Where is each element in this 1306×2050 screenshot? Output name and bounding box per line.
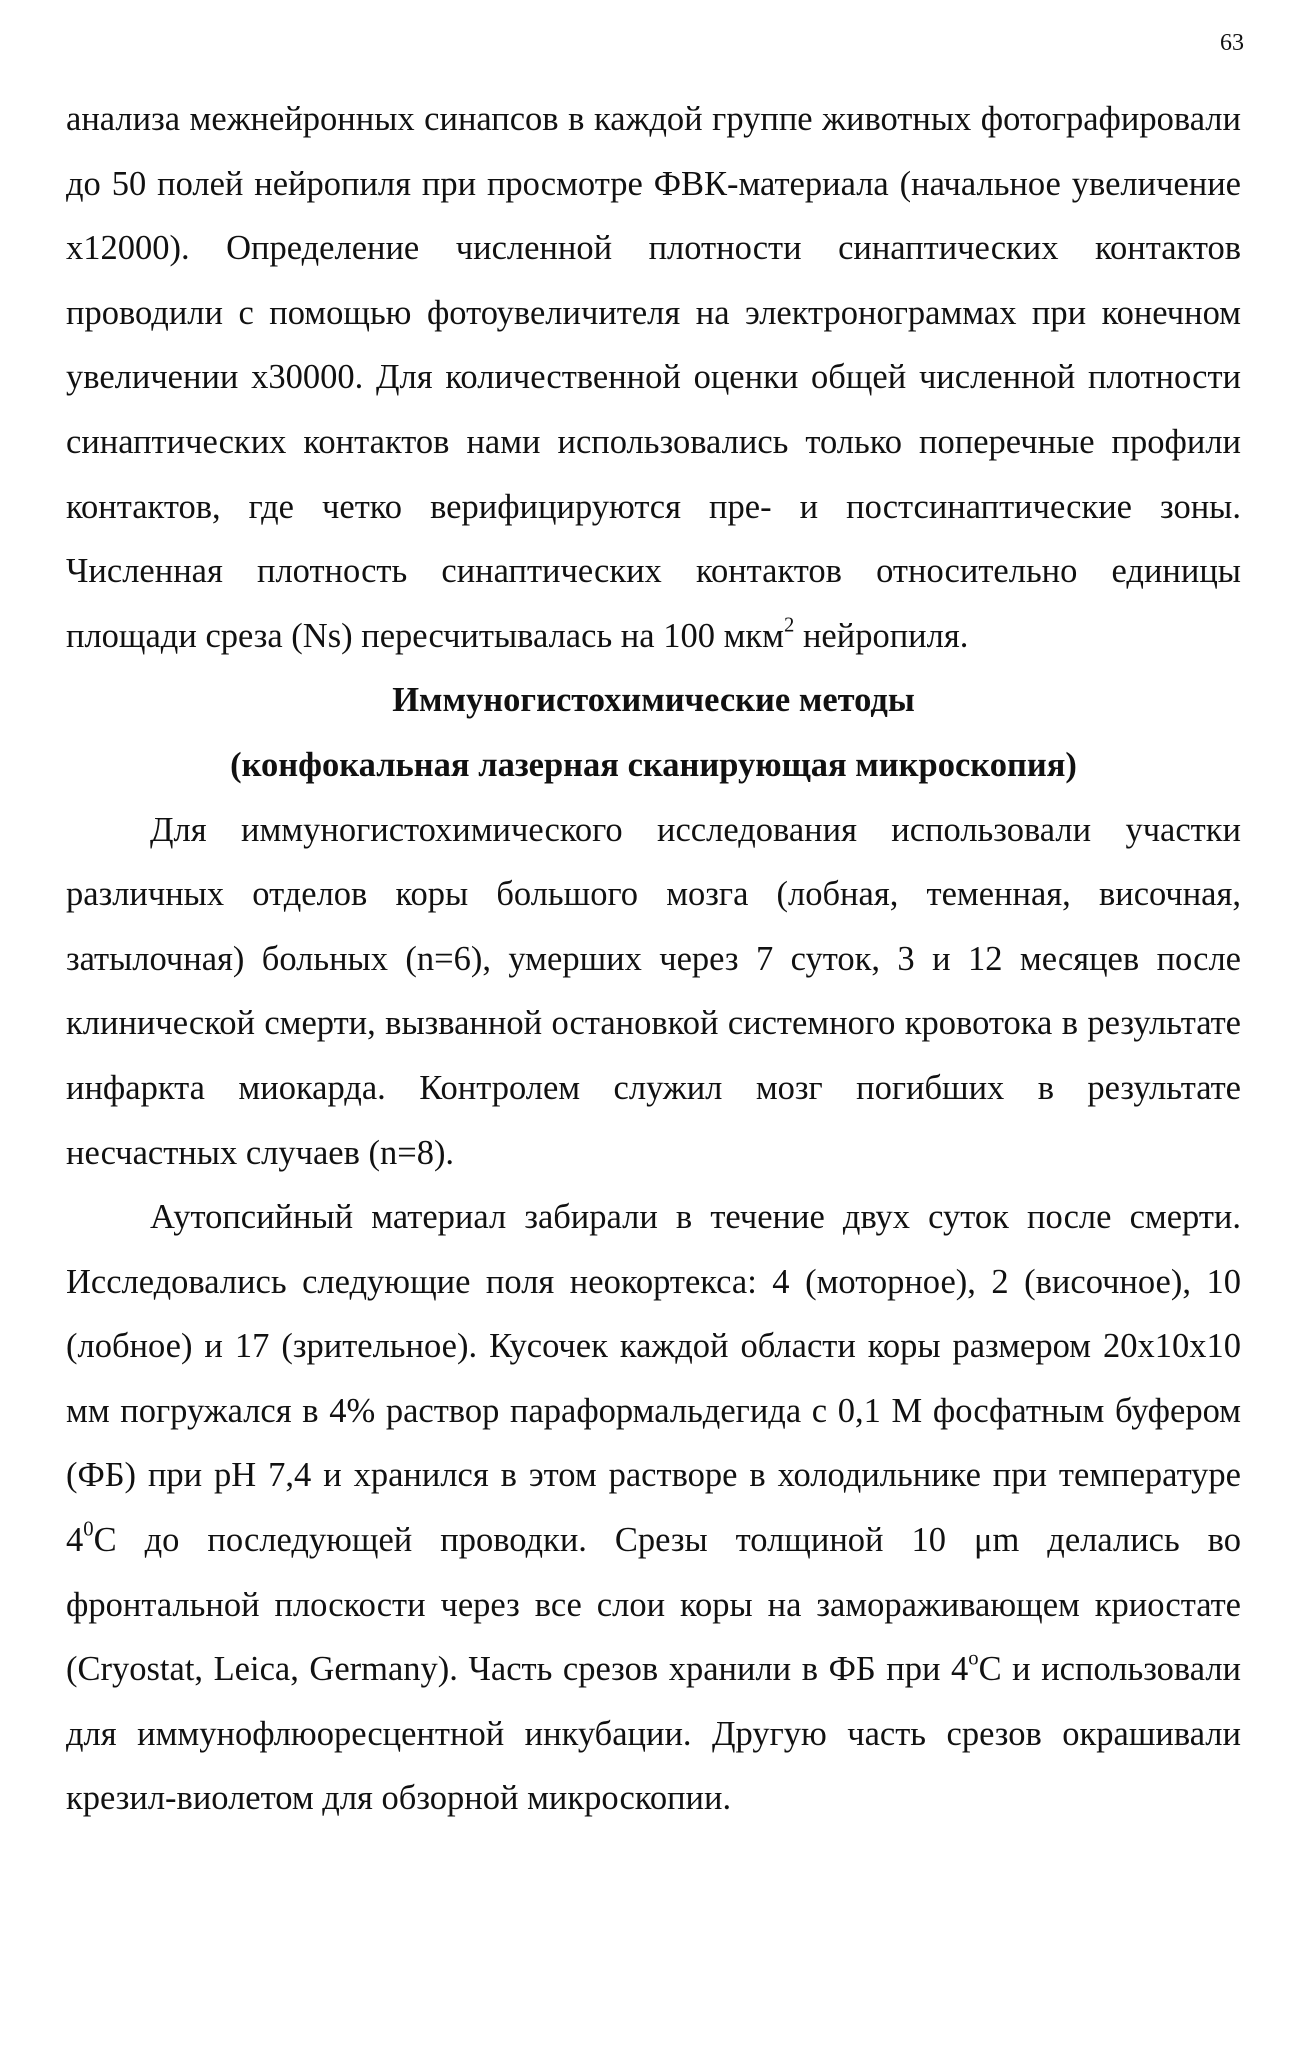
section-subheading: (конфокальная лазерная сканирующая микроскопия): [230, 745, 1077, 784]
superscript: 0: [83, 1518, 94, 1541]
paragraph-synapse-analysis: [66, 87, 1241, 668]
section-heading: Иммуногистохимические методы: [392, 681, 915, 720]
paragraph-autopsy-material: [66, 1185, 1241, 1831]
paragraph-immunohistochemistry: Для иммуногистохимического исследования использовали участки различных отделов коры большого мозга (лобная, теменная, височная, затылочная) больных (n=6), умерших через 7 суток, 3 и 12 месяцев после клинической смерти, вызванной остановкой системного кровотока в результате инфаркта миокарда. Контролем служил мозг погибших в результате несчастных случаев (n=8).: [66, 810, 1241, 1172]
paragraph-text: Аутопсийный материал забирали в течение двух суток после смерти. Исследовались следующие поля неокортекса: 4 (моторное), 2 (височное), 10 (лобное) и 17 (зрительное). Кусочек каждой области коры размером 20х10х10 мм погружался в 4% раствор параформальдегида с 0,1 М фосфатным буфером (ФБ) при рН 7,4 и хранился в этом растворе в холодильнике при температуре 4: [66, 1198, 1241, 1560]
paragraph-text: С и использовали для иммунофлюоресцентной инкубации. Другую часть срезов окрашивали крезил-виолетом для обзорной микроскопии.: [66, 1650, 1241, 1818]
page-number: 63: [1220, 30, 1244, 56]
paragraph-text: анализа межнейронных синапсов в каждой группе животных фотографировали до 50 полей нейропиля при просмотре ФВК-материала (начальное увеличение х12000). Определение численной плотности синаптических контактов проводили с помощью фотоувеличителя на электронограммах при конечном увеличении х30000. Для количественной оценки общей численной плотности синаптических контактов нами использовались только поперечные профили контактов, где четко верифицируются пре- и постсинаптические зоны. Численная плотность синаптических контактов относительно единицы площади среза (Ns) пересчитывалась на 100 мкм: [66, 100, 1241, 655]
superscript: o: [968, 1647, 979, 1670]
document-body: [66, 87, 1241, 1831]
superscript: 2: [784, 614, 795, 637]
paragraph-text: нейропиля.: [794, 616, 969, 655]
paragraph-text: С до последующей проводки. Срезы толщиной 10 μm делались во фронтальной плоскости через все слои коры на замораживающем криостате (Cryostat, Leica, Germany). Часть срезов хранили в ФБ при 4: [66, 1521, 1241, 1689]
